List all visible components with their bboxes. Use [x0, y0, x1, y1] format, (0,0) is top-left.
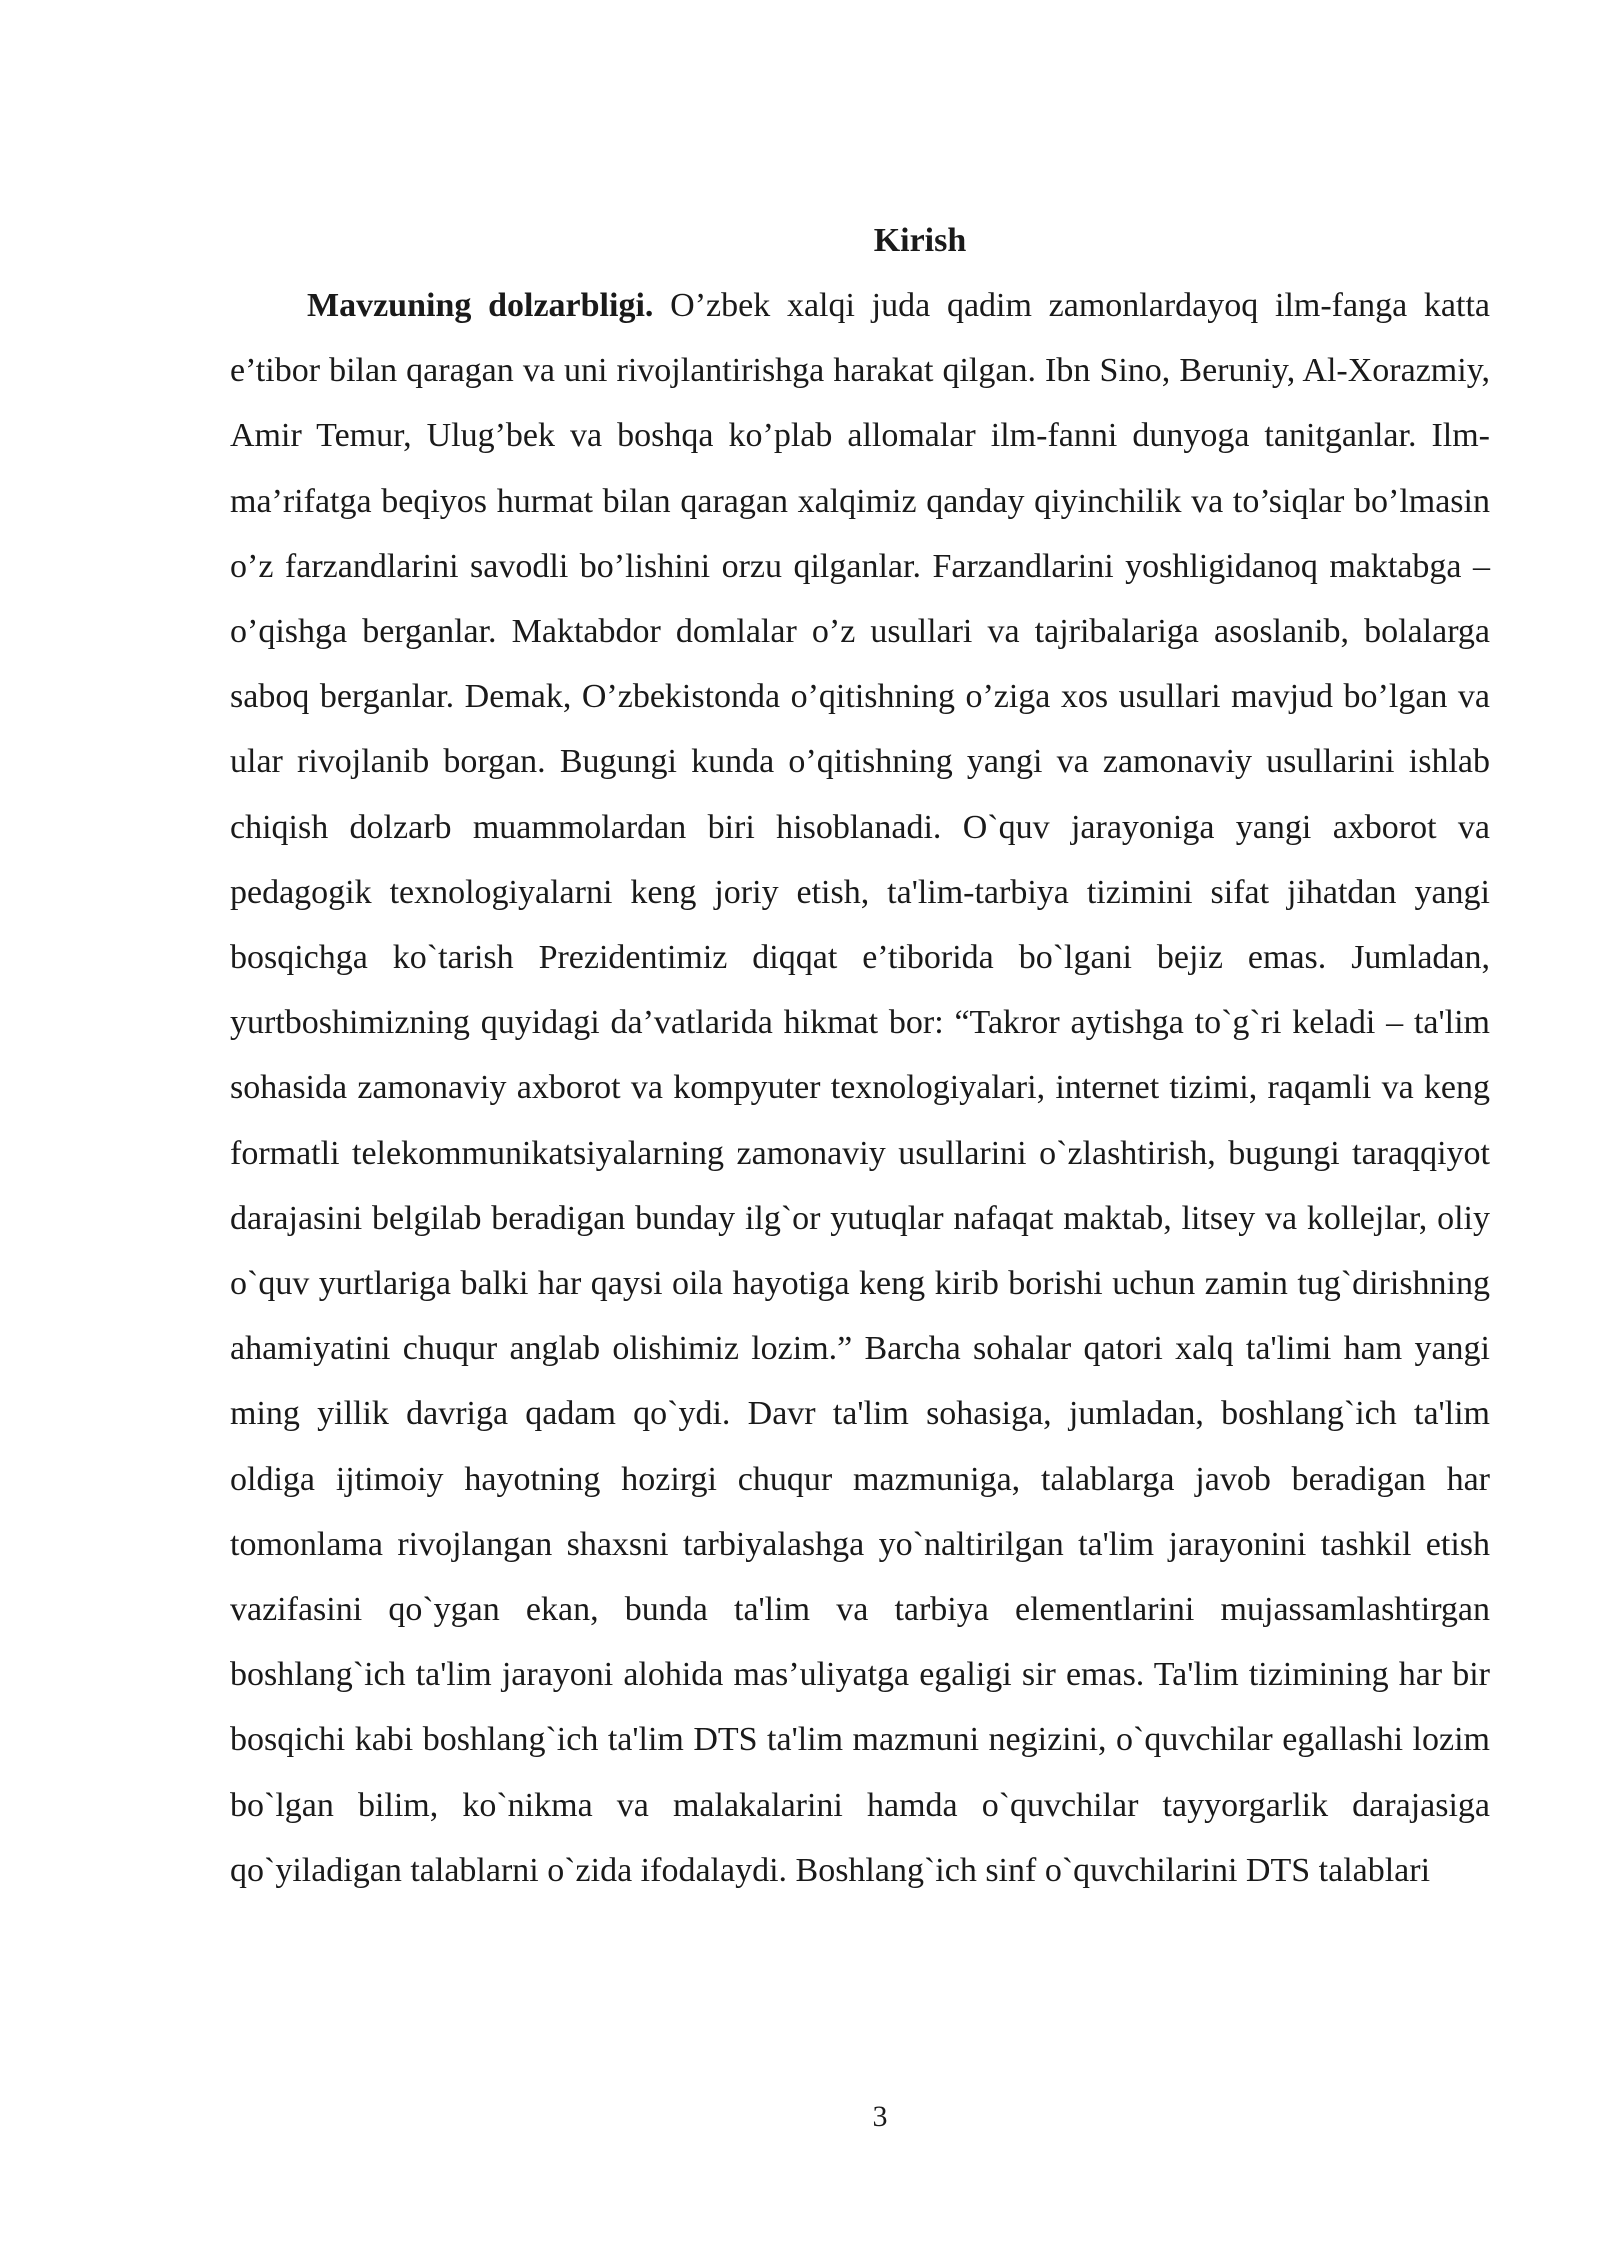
paragraph-text: O’zbek xalqi juda qadim zamonlardayoq ilm-fanga katta e’tibor bilan qaragan va uni rivojlantirishga harakat qilgan. Ibn Sino, Beruniy, Al-Xorazmiy, Amir Temur, Ulug’bek va boshqa ko’plab allomalar ilm-fanni dunyoga tanitganlar. Ilm-ma’rifatga beqiyos hurmat bilan qaragan xalqimiz qanday qiyinchilik va to’siqlar bo’lmasin o’z farzandlarini savodli bo’lishini orzu qilganlar. Farzandlarini yoshligidanoq maktabga – o’qishga berganlar. Maktabdor domlalar o’z usullari va tajribalariga asoslanib, bolalarga saboq berganlar. Demak, O’zbekistonda o’qitishning o’ziga xos usullari mavjud bo’lgan va ular rivojlanib borgan. Bugungi kunda o’qitishning yangi va zamonaviy usullarini ishlab chiqish dolzarb muammolardan biri hisoblanadi. O`quv jarayoniga yangi axborot va pedagogik texnologiyalarni keng joriy etish, ta'lim-tarbiya tizimini sifat jihatdan yangi bosqichga ko`tarish Prezidentimiz diqqat e’tiborida bo`lgani bejiz emas. Jumladan, yurtboshimizning quyidagi da’vatlarida hikmat bor: “Takror aytishga to`g`ri keladi – ta'lim sohasida zamonaviy axborot va kompyuter texnologiyalari, internet tizimi, raqamli va keng formatli telekommunikatsiyalarning zamonaviy usullarini o`zlashtirish, bugungi taraqqiyot darajasini belgilab beradigan bunday ilg`or yutuqlar nafaqat maktab, litsey va kollejlar, oliy o`quv yurtlariga balki har qaysi oila hayotiga keng kirib borishi uchun zamin tug`dirishning ahamiyatini chuqur anglab olishimiz lozim.” Barcha sohalar qatori xalq ta'limi ham yangi ming yillik davriga qadam qo`ydi. Davr ta'lim sohasiga, jumladan, boshlang`ich ta'lim oldiga ijtimoiy hayotning hozirgi chuqur mazmuniga, talablarga javob beradigan har tomonlama rivojlangan shaxsni tarbiyalashga yo`naltirilgan ta'lim jarayonini tashkil etish vazifasini qo`ygan ekan, bunda ta'lim va tarbiya elementlarini mujassamlashtirgan boshlang`ich ta'lim jarayoni alohida mas’uliyatga egaligi sir emas. Ta'lim tizimining har bir bosqichi kabi boshlang`ich ta'lim DTS ta'lim mazmuni negizini, o`quvchilar egallashi lozim bo`lgan bilim, ko`nikma va malakalarini hamda o`quvchilar tayyorgarlik darajasiga qo`yiladigan talablarni o`zida ifodalaydi. Boshlang`ich sinf o`quvchilarini DTS talablari [230, 287, 1490, 1889]
section-title: Kirish [873, 222, 967, 259]
body-paragraph [230, 273, 1490, 1903]
page-content [230, 208, 1490, 1903]
paragraph-lead: Mavzuning dolzarbligi. [307, 287, 654, 324]
page-number: 3 [872, 2100, 888, 2133]
